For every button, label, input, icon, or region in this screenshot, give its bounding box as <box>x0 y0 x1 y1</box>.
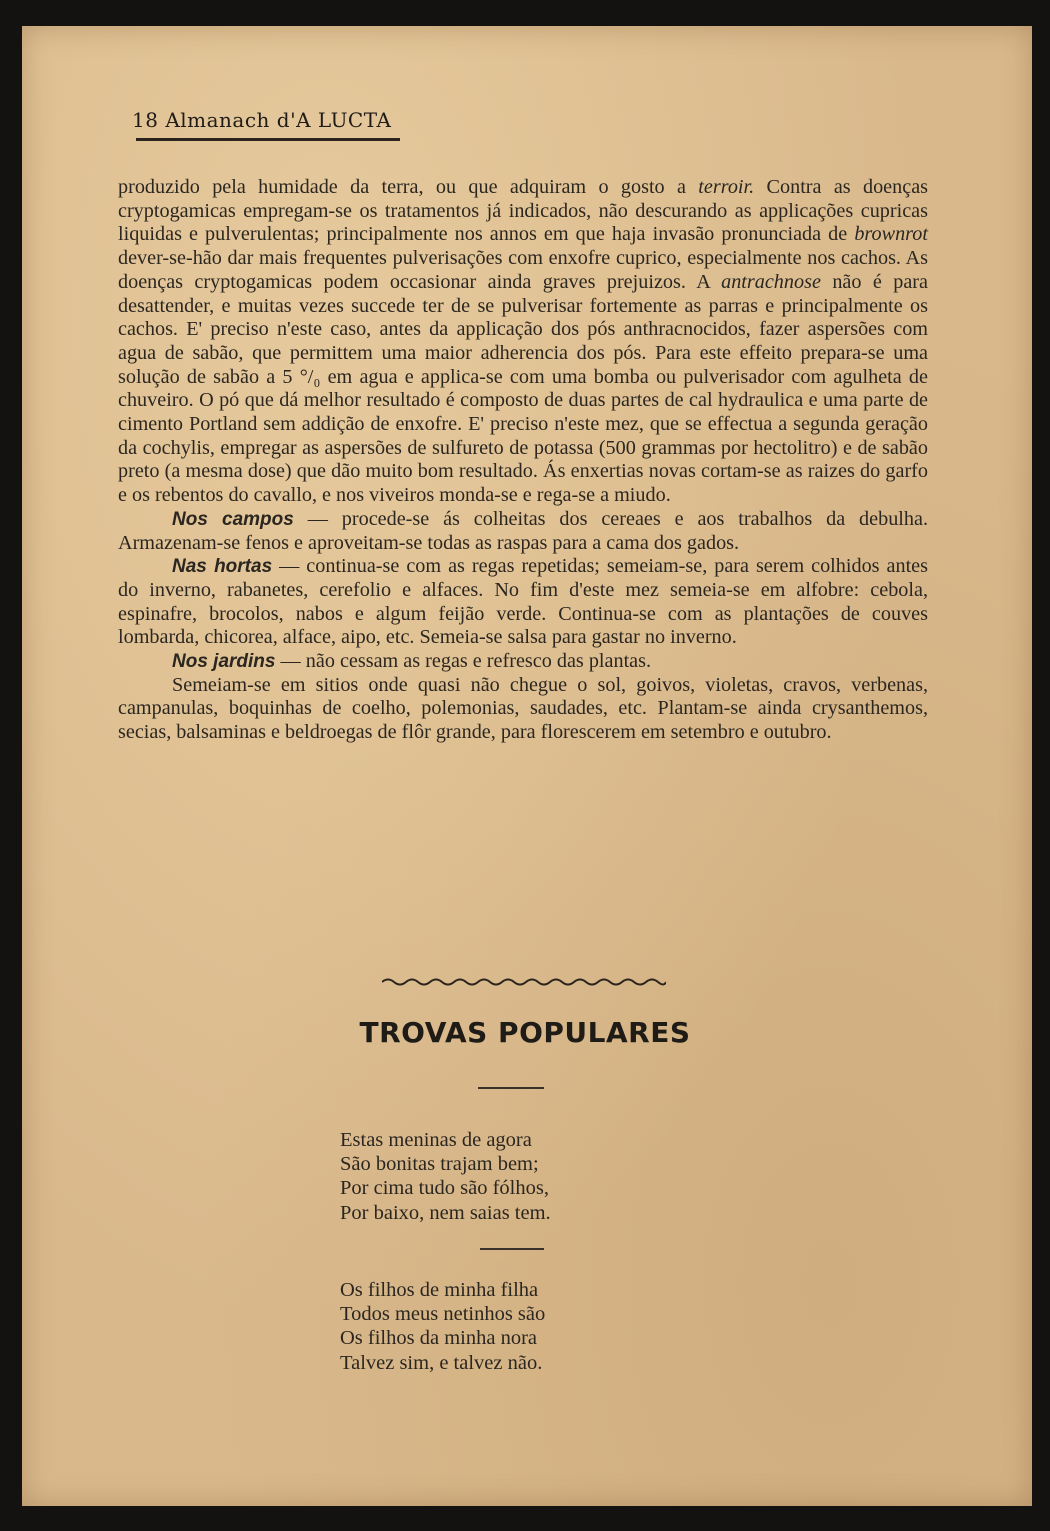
verse-line: Por cima tudo são fólhos, <box>340 1177 549 1200</box>
verse-line: Estas meninas de agora <box>340 1129 532 1151</box>
publication-title: Almanach d'A LUCTA <box>165 108 392 132</box>
term-terroir: terroir. <box>698 176 755 198</box>
stanza-1 <box>340 1128 551 1225</box>
paragraph-hortas: Nas hortas — continua-se com as regas repetidas; semeiam-se, para serem colhidos antes do inverno, rabanetes, cerefolio e alfaces. No fim d'este mez semeia-se em alfobre: cebola, espinafre, brocolos, nabos e algum feijão verde. Continua-se com as plantações de couves lombarda, chicorea, alface, aipo, etc. Semeia-se salsa para gastar no inverno. <box>118 555 928 649</box>
verse-line: Talvez sim, e talvez não. <box>340 1351 543 1374</box>
stanza-2 <box>340 1278 545 1375</box>
verse-line: São bonitas trajam bem; <box>340 1153 539 1176</box>
term-brownrot: brownrot <box>854 223 928 246</box>
body-text <box>118 176 928 745</box>
section-title: TROVAS POPULARES <box>359 1016 691 1049</box>
verse-line: Por baixo, nem saias tem. <box>340 1201 551 1224</box>
verse-line: Os filhos de minha filha <box>340 1279 539 1301</box>
wavy-divider <box>382 974 666 990</box>
term-antrachnose: antrachnose <box>721 270 821 293</box>
verse-line: Os filhos da minha nora <box>340 1327 537 1350</box>
paragraph-vinhas: produzido pela humidade da terra, ou que adquiram o gosto a terroir. Contra as doenças cryptogamicas empregam-se os tratamentos já indicados, não descurando as applicações cupricas liquidas e pulverulentas; principalmente nos annos em que haja invasão pronunciada de brownrot dever-se-hão dar mais frequentes pulverisações com enxofre cuprico, especialmente nos cachos. As doenças cryptogamicas podem occasionar ainda graves prejuizos. A antrachnose não é para desattender, e muitas vezes succede ter de se pulverisar fortemente as parras e principalmente os cachos. E' preciso n'este caso, antes da applicação dos pós anthracnocidos, fazer aspersões com agua de sabão, que permittem uma maior adherencia dos pós. Para este effeito prepara-se uma solução de sabão a 5 °/₀ em agua e applica-se com uma bomba ou pulverisador com agulheta de chuveiro. O pó que dá melhor resultado é composto de duas partes de cal hydraulica e uma parte de cimento Portland sem addição de enxofre. E' preciso n'este mez, que se effectua a segunda geração da cochylis, empregar as aspersões de sulfureto de potassa (500 grammas por hectolitro) e de sabão preto (a mesma dose) que dão muito bom resultado. Ás enxertias novas cortam-se as raizes do garfo e os rebentos do cavallo, e nos viveiros monda-se e rega-se a miudo. <box>118 176 929 507</box>
paragraph-campos: Nos campos — procede-se ás colheitas dos cereaes e aos trabalhos da debulha. Armazenam-se fenos e aproveitam-se todas as raspas para a cama dos gados. <box>118 507 928 554</box>
page-number: 18 <box>132 108 159 132</box>
label-nas-hortas: Nas hortas <box>172 556 273 578</box>
running-header <box>132 108 391 132</box>
title-rule <box>478 1087 544 1089</box>
label-nos-jardins: Nos jardins <box>172 651 276 673</box>
verse-line: Todos meus netinhos são <box>340 1303 546 1326</box>
paragraph-sementeiras: Semeiam-se em sitios onde quasi não chegue o sol, goivos, violetas, cravos, verbenas, campanulas, boquinhas de coelho, polemonias, saudades, etc. Plantam-se ainda crysanthemos, secias, balsaminas e beldroegas de flôr grande, para florescerem em setembro e outubro. <box>118 673 928 744</box>
label-nos-campos: Nos campos <box>172 508 294 530</box>
stanza-rule <box>480 1248 544 1250</box>
paragraph-jardins: Nos jardins — não cessam as regas e refresco das plantas. <box>172 650 652 673</box>
header-rule <box>136 138 400 141</box>
